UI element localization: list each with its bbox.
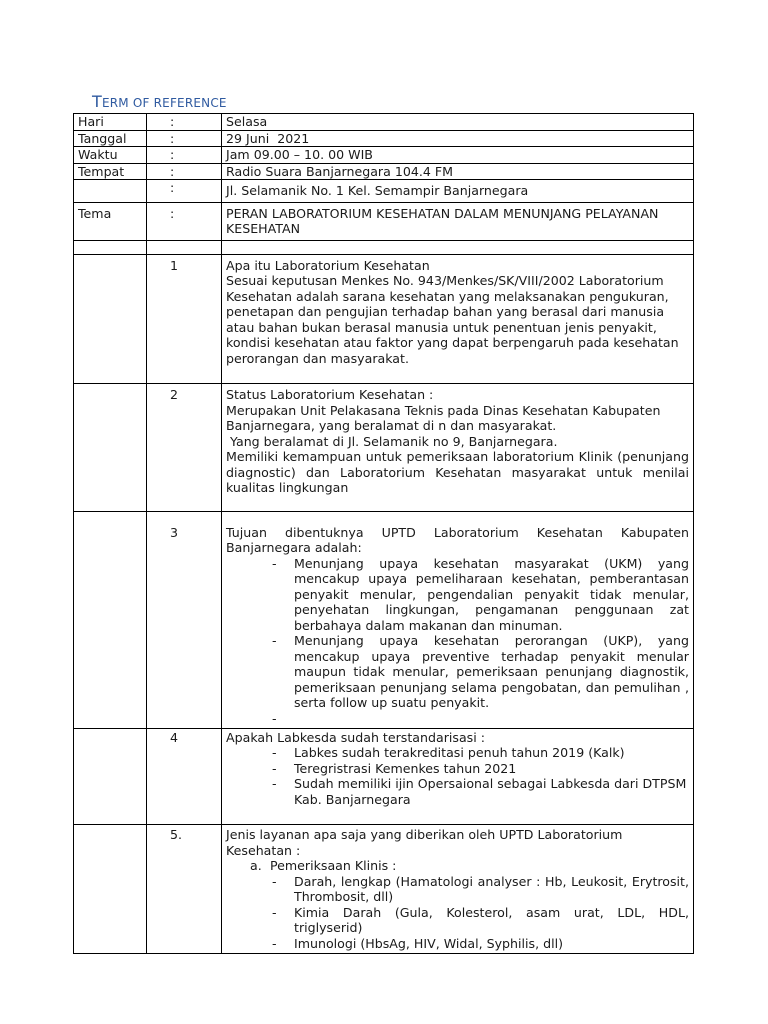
section-heading: Status Laboratorium Kesehatan :	[226, 387, 434, 402]
table-row	[74, 163, 694, 180]
table-row	[74, 147, 694, 164]
list-item: - Menunjang upaya kesehatan perorangan (UKP), yang mencakup upaya preventive terhadap penyakit menular maupun tidak menular, pemeriksaan penunjang diagnostik, pemeriksaan penunjang selama pengobatan, dan pemulihan , serta follow up suatu penyakit.	[270, 633, 689, 711]
row-label: Tempat	[74, 163, 147, 180]
section-number: 1	[147, 254, 222, 384]
section-body: Sesuai keputusan Menkes No. 943/Menkes/SK/VIII/2002 Laboratorium Kesehatan adalah sarana kesehatan yang melaksanakan pengukuran, penetapan dan pengujian terhadap bahan yang berasal dari manusia atau bahan bukan berasal manusia untuk penentuan jenis penyakit, kondisi kesehatan atau faktor yang dapat berpengaruh pada kesehatan perorangan dan masyarakat.	[226, 273, 679, 366]
section-number: 4	[147, 728, 222, 825]
section-intro: Jenis layanan apa saja yang diberikan oleh UPTD Laboratorium Kesehatan :	[226, 827, 623, 858]
row-value: Radio Suara Banjarnegara 104.4 FM	[222, 163, 694, 180]
title-rest: ERM OF REFERENCE	[101, 96, 227, 110]
row-value: 29 Juni 2021	[222, 130, 694, 147]
list-item: - Teregristrasi Kemenkes tahun 2021	[270, 761, 689, 777]
title-initial: T	[92, 92, 102, 111]
section-intro: Apakah Labkesda sudah terstandarisasi :	[226, 729, 485, 745]
list-item: - Darah, lengkap (Hamatologi analyser : Hb, Leukosit, Erytrosit, Thrombosit, dll)	[270, 874, 689, 905]
bullet-list	[226, 745, 689, 807]
list-item: - Kimia Darah (Gula, Kolesterol, asam urat, LDL, HDL, triglyserid)	[270, 905, 689, 936]
row-value: Jam 09.00 – 10. 00 WIB	[222, 147, 694, 164]
row-separator: :	[147, 114, 222, 131]
list-item	[270, 711, 689, 726]
row-label: Tema	[74, 202, 147, 240]
row-value: Jl. Selamanik No. 1 Kel. Semampir Banjarnegara	[222, 180, 694, 203]
list-item: - Labkes sudah terakreditasi penuh tahun 2019 (Kalk)	[270, 745, 689, 761]
sub-list	[226, 858, 689, 951]
section-row	[74, 254, 694, 384]
list-item: - Menunjang upaya kesehatan masyarakat (UKM) yang mencakup upaya pemeliharaan kesehatan, pemberantasan penyakit menular, pengendalian penyakit tidak menular, penyehatan lingkungan, pengamanan penggunaan zat berbahaya dalam makanan dan minuman.	[270, 556, 689, 634]
list-item: - Imunologi (HbsAg, HIV, Widal, Syphilis, dll)	[270, 936, 689, 952]
section-paragraph: Yang beralamat di Jl. Selamanik no 9, Banjarnegara.	[226, 433, 558, 449]
row-separator: :	[147, 147, 222, 164]
section-number: 3	[147, 511, 222, 728]
term-of-reference-table	[73, 113, 694, 954]
section-number: 2	[147, 384, 222, 512]
row-separator: :	[147, 130, 222, 147]
table-row	[74, 202, 694, 240]
section-content	[222, 825, 694, 954]
section-number: 5.	[147, 825, 222, 954]
section-row	[74, 511, 694, 728]
row-label: Waktu	[74, 147, 147, 164]
table-row	[74, 114, 694, 131]
row-value: PERAN LABORATORIUM KESEHATAN DALAM MENUNJANG PELAYANAN KESEHATAN	[222, 202, 694, 240]
section-paragraph: Memiliki kemampuan untuk pemeriksaan laboratorium Klinik (penunjang diagnostic) dan Laboratorium Kesehatan masyarakat untuk menilai kualitas lingkungan	[226, 449, 689, 495]
row-separator: :	[147, 163, 222, 180]
section-content	[222, 254, 694, 384]
sub-list-marker: a.	[250, 858, 262, 873]
sub-list-title: Pemeriksaan Klinis :	[270, 858, 397, 873]
section-content	[222, 384, 694, 512]
section-row	[74, 825, 694, 954]
section-content	[222, 511, 694, 728]
row-separator: :	[147, 180, 222, 203]
bullet-list	[270, 874, 689, 952]
row-label: Tanggal	[74, 130, 147, 147]
row-separator: :	[147, 202, 222, 240]
list-item: - Sudah memiliki ijin Opersaional sebagai Labkesda dari DTPSM Kab. Banjarnegara	[270, 776, 689, 807]
section-content	[222, 728, 694, 825]
document-title	[92, 92, 227, 111]
table-row	[74, 180, 694, 203]
section-row	[74, 384, 694, 512]
row-label: Hari	[74, 114, 147, 131]
row-label	[74, 180, 147, 203]
row-value: Selasa	[222, 114, 694, 131]
section-paragraph: Merupakan Unit Pelakasana Teknis pada Dinas Kesehatan Kabupaten Banjarnegara, yang beralamat di n dan masyarakat.	[226, 402, 661, 433]
section-row	[74, 728, 694, 825]
table-row-empty	[74, 240, 694, 254]
section-intro: Tujuan dibentuknya UPTD Laboratorium Kesehatan Kabupaten Banjarnegara adalah:	[226, 524, 689, 555]
sub-list-item	[250, 858, 689, 951]
section-heading: Apa itu Laboratorium Kesehatan	[226, 257, 430, 273]
table-row	[74, 130, 694, 147]
bullet-list	[226, 556, 689, 726]
